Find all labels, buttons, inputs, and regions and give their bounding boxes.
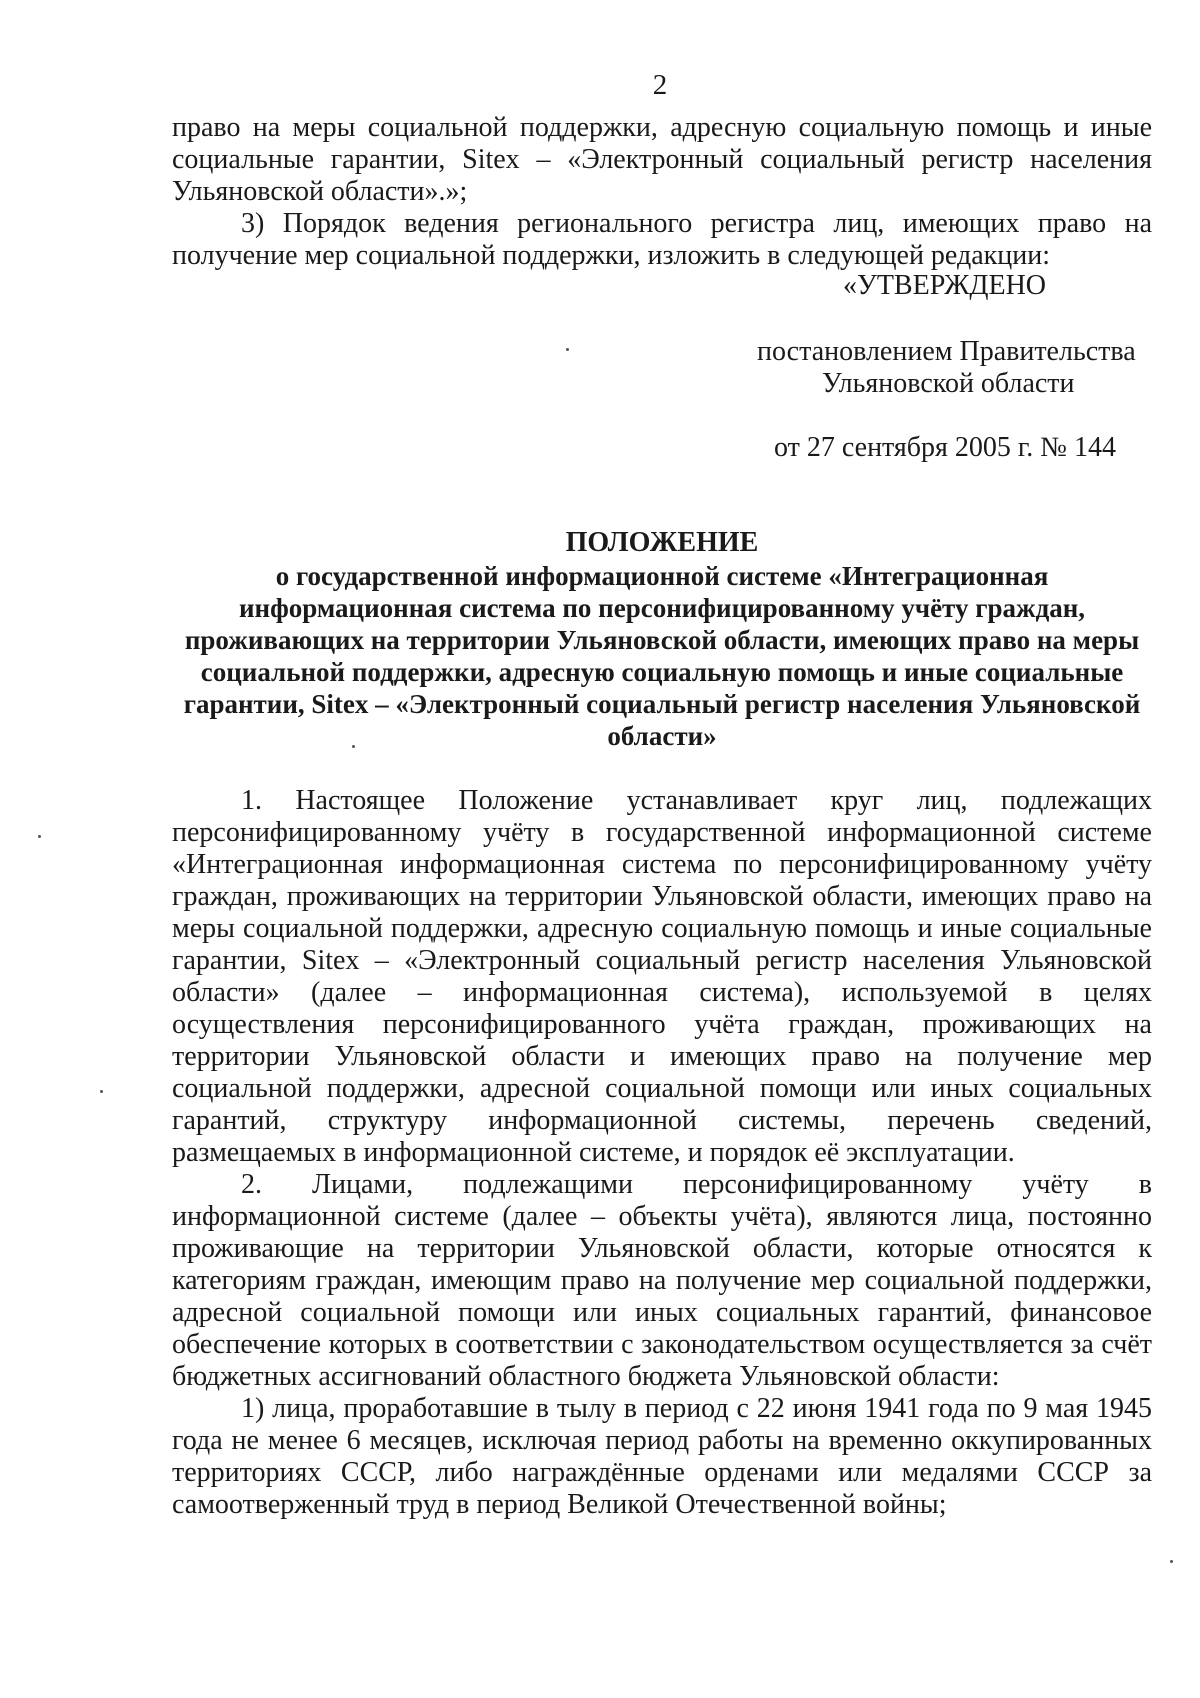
scan-speck [566, 348, 569, 351]
page-number: 2 [652, 69, 668, 101]
body-paragraph: 2. Лицами, подлежащими персонифицированному учёту в информационной системе (далее – объекты учёта), являются лица, постоянно проживающие на территории Ульяновской области, которые относятся к категориям граждан, имеющим право на получение мер социальной поддержки, адресной социальной помощи или иных социальных гарантий, финансовое обеспечение которых в соответствии с законодательством осуществляется за счёт бюджетных ассигнований областного бюджета Ульяновской области: [172, 1169, 1152, 1392]
amendment-item-3: 3) Порядок ведения регионального регистра лиц, имеющих право на получение мер социальной поддержки, изложить в следующей редакции: [172, 208, 1152, 271]
scan-speck [1170, 1560, 1173, 1563]
document-subtitle: о государственной информационной системе «Интеграционная информационная система по персонифицированному учёту граждан, проживающих на территории Ульяновской области, имеющих право на меры социальной поддержки, адресную социальную помощь и иные социальные гарантии, Sitex – «Электронный социальный регистр населения Ульяновской области» [183, 561, 1141, 751]
scan-speck [352, 745, 355, 748]
continuation-paragraph: право на меры социальной поддержки, адресную социальную помощь и иные социальные гарантии, Sitex – «Электронный социальный регистр населения Ульяновской области».»; [172, 112, 1152, 207]
body-paragraph: 1. Настоящее Положение устанавливает круг лиц, подлежащих персонифицированному учёту в государственной информационной системе «Интеграционная информационная система по персонифицированному учёту граждан, проживающих на территории Ульяновской области, имеющих право на меры социальной поддержки, адресную социальную помощь и иные социальные гарантии, Sitex – «Электронный социальный регистр населения Ульяновской области» (далее – информационная система), используемой в целях осуществления персонифицированного учёта граждан, проживающих на территории Ульяновской области и имеющих право на получение мер социальной поддержки, адресной социальной помощи или иных социальных гарантий, структуру информационной системы, перечень сведений, размещаемых в информационной системе, и порядок её эксплуатации. [172, 785, 1152, 1168]
document-title: ПОЛОЖЕНИЕ [565, 527, 759, 558]
body-text-block [172, 785, 1152, 1521]
top-text-block [172, 112, 1152, 272]
scan-speck [38, 835, 41, 838]
approval-stamp-word: «УТВЕРЖДЕНО [843, 270, 1047, 301]
body-paragraph: 1) лица, проработавшие в тылу в период с 22 июня 1941 года по 9 мая 1945 года не менее 6 месяцев, исключая период работы на временно оккупированных территориях СССР, либо награждённые орденами или медалями СССР за самоотверженный труд в период Великой Отечественной войны; [172, 1393, 1152, 1520]
approval-issuer-line-1: постановлением Правительства [757, 336, 1136, 367]
approval-date: от 27 сентября 2005 г. № 144 [774, 432, 1116, 463]
approval-issuer-line-2: Ульяновской области [822, 368, 1075, 399]
scan-speck [100, 1090, 103, 1093]
